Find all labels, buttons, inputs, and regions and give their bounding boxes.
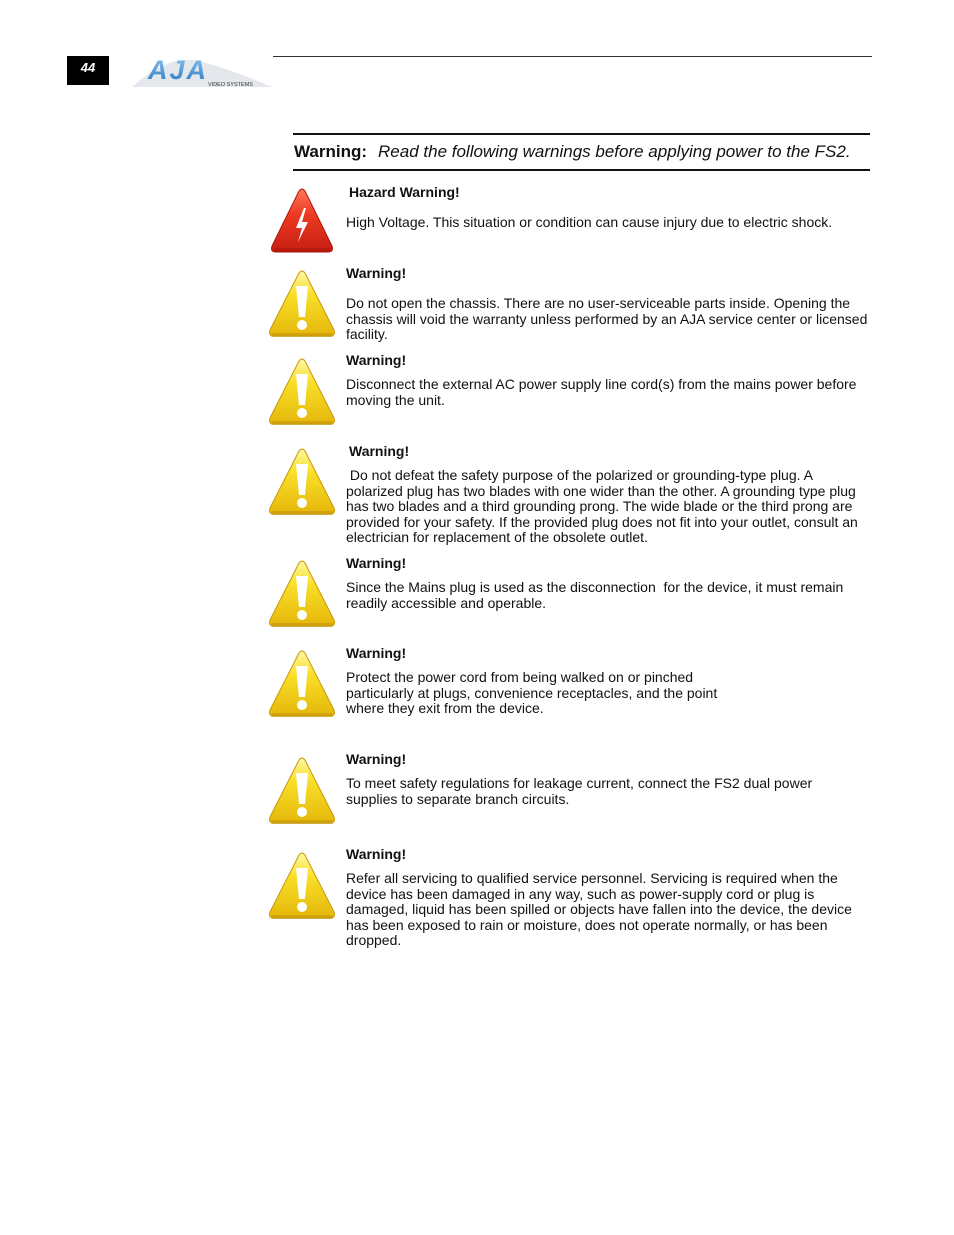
caution-icon: [268, 757, 336, 827]
banner-text: Read the following warnings before applying power to the FS2.: [378, 142, 851, 161]
warning-title: Warning!: [346, 555, 407, 571]
high-voltage-icon: [270, 188, 334, 255]
caution-icon: [268, 852, 336, 922]
warning-title: Warning!: [346, 645, 407, 661]
warning-body: Since the Mains plug is used as the disconnection for the device, it must remain readily accessible and operable.: [346, 579, 848, 611]
warning-body: Refer all servicing to qualified service personnel. Servicing is required when the device has been damaged in any way, such as power-supply cord or plug is damaged, liquid has been spilled or objects have fallen into the device, the device has been exposed to rain or moisture, does not operate normally, or has been dropped.: [346, 870, 852, 949]
warning-body: Do not open the chassis. There are no user-serviceable parts inside. Opening the chassis will void the warranty unless performed by an AJA service center or licensed facility.: [346, 295, 868, 343]
warning-title: Warning!: [349, 443, 410, 459]
warning-title: Warning!: [346, 751, 407, 767]
warning-title: Warning!: [346, 846, 407, 862]
warning-body: To meet safety regulations for leakage current, connect the FS2 dual power supplies to separate branch circuits.: [346, 775, 813, 807]
aja-logo: [130, 54, 276, 90]
warning-body: Disconnect the external AC power supply line cord(s) from the mains power before moving the unit.: [346, 376, 857, 408]
caution-icon: [268, 650, 336, 720]
warning-title: Warning!: [346, 352, 407, 368]
warning-body: Do not defeat the safety purpose of the polarized or grounding-type plug. A polarized plug has two blades with one wider than the other. A grounding type plug has two blades and a third grounding prong. The wide blade or the third prong are provided for your safety. If the provided plug does not fit into your outlet, consult an electrician for replacement of the obsolete outlet.: [346, 467, 862, 546]
warning-banner: [293, 133, 870, 171]
caution-icon: [268, 358, 336, 428]
caution-icon: [268, 560, 336, 630]
svg-text:AJA: AJA: [148, 55, 209, 85]
warning-body: High Voltage. This situation or condition can cause injury due to electric shock.: [346, 214, 833, 230]
banner-label: Warning:: [294, 142, 368, 161]
warning-title: Warning!: [346, 265, 407, 281]
caution-icon: [268, 448, 336, 518]
caution-icon: [268, 270, 336, 340]
svg-text:VIDEO SYSTEMS: VIDEO SYSTEMS: [208, 82, 253, 88]
warning-body: Protect the power cord from being walked on or pinched particularly at plugs, convenience receptacles, and the point where they exit from the device.: [346, 669, 718, 717]
warning-title: Hazard Warning!: [349, 184, 460, 200]
page-number: 44: [67, 56, 109, 85]
header-rule: [273, 56, 872, 57]
